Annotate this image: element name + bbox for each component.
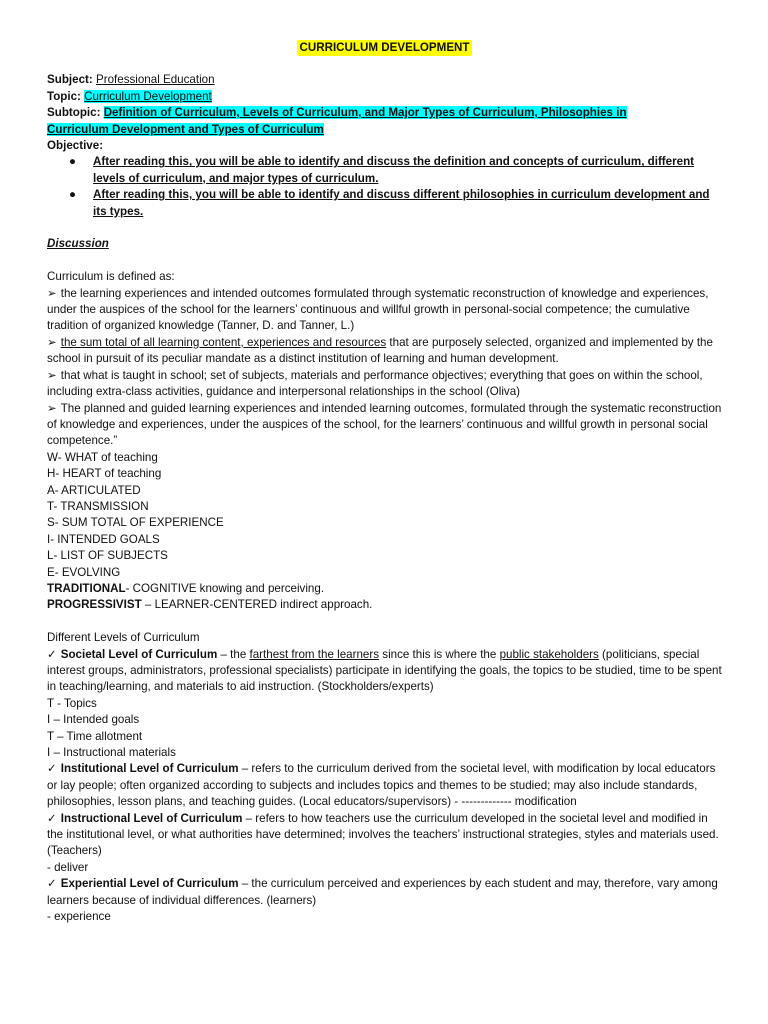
subject-line: [47, 72, 722, 88]
subject-label: Subject:: [47, 73, 93, 87]
topic-label: Topic:: [47, 89, 81, 103]
bullet-icon: ●: [69, 155, 77, 169]
acronym-item: E- EVOLVING: [47, 565, 121, 579]
subtopic-line-2: [47, 122, 722, 138]
subtopic-label: Subtopic:: [47, 106, 101, 120]
subtopic-value-2: Curriculum Development and Types of Curriculum: [47, 122, 324, 136]
definition-3-text: that what is taught in school; set of subjects, materials and performance objectives; everything that goes on within the school, including extra-class activities, guidance and interpersonal relationships in the school (Oliva): [47, 368, 703, 399]
arrow-icon: ➢: [47, 335, 57, 349]
subtopic-line: [47, 105, 722, 121]
progressivist-line: [47, 597, 722, 613]
acronym-item: I- INTENDED GOALS: [47, 532, 160, 546]
traditional-label: TRADITIONAL: [47, 581, 126, 595]
levels-heading: Different Levels of Curriculum: [47, 631, 200, 645]
title-row: [47, 40, 722, 56]
check-icon: ✓: [47, 762, 57, 776]
experiential-note: - experience: [47, 910, 111, 924]
spacer: [47, 614, 722, 630]
societal-level: [47, 647, 722, 696]
definition-1-text: the learning experiences and intended outcomes formulated through systematic reconstruction of knowledge and experiences, under the auspices of the school for the learners’ continuous and willful growth in personal-social competence; the cumulative tradition of organized knowledge (Tanner, D. and Tanner, L.): [47, 286, 709, 333]
societal-text-2: since this is where the: [379, 647, 500, 661]
traditional-line: [47, 581, 722, 597]
arrow-icon: ➢: [47, 286, 57, 300]
spacer: [47, 220, 722, 236]
discussion-heading: Discussion: [47, 237, 109, 251]
societal-text-1: – the: [217, 647, 250, 661]
titi-item: T – Time allotment: [47, 729, 143, 743]
definition-2: [47, 335, 722, 368]
objectives-list: [47, 154, 722, 220]
check-icon: ✓: [47, 647, 57, 661]
acronym-item: H- HEART of teaching: [47, 467, 162, 481]
document-title: CURRICULUM DEVELOPMENT: [297, 40, 471, 56]
instructional-note: - deliver: [47, 860, 89, 874]
bullet-icon: ●: [69, 188, 77, 202]
societal-underlined-1: farthest from the learners: [249, 647, 380, 661]
objective-text: After reading this, you will be able to identify and discuss different philosophies in curriculum development and its types.: [93, 188, 710, 218]
check-icon: ✓: [47, 877, 57, 891]
progressivist-text: – LEARNER-CENTERED indirect approach.: [141, 598, 373, 612]
acronym-item: S- SUM TOTAL OF EXPERIENCE: [47, 516, 224, 530]
objective-text: After reading this, you will be able to identify and discuss the definition and concepts of curriculum, different levels of curriculum, and major types of curriculum.: [93, 155, 695, 185]
titi-item: I – Intended goals: [47, 713, 140, 727]
institutional-level: [47, 761, 722, 810]
topic-line: [47, 89, 722, 105]
acronym-item: A- ARTICULATED: [47, 483, 141, 497]
institutional-text: – refers to the curriculum derived from the societal level, with modification by local educators or lay people; often organized according to subjects and includes topics and themes to be studied; may also include standards, philosophies, lesson plans, and teaching guides. (Local educators/supervisors) - ------------- modification: [47, 762, 716, 809]
experiential-label: Experiential Level of Curriculum: [60, 877, 239, 891]
societal-text-3: (politicians, special interest groups, administrators, professional specialists) participate in identifying the goals, the topics to be studied, time to be spent in teaching/learning, and materials to aid instruction. (Stockholders/experts): [47, 647, 722, 694]
objective-item: [47, 187, 722, 220]
traditional-text: - COGNITIVE knowing and perceiving.: [125, 581, 325, 595]
experiential-text: – the curriculum perceived and experiences by each student and may, therefore, vary among learners because of individual differences. (learners): [47, 877, 718, 907]
topic-value: Curriculum Development: [84, 89, 212, 103]
acronym-item: W- WHAT of teaching: [47, 450, 158, 464]
check-icon: ✓: [47, 811, 57, 825]
arrow-icon: ➢: [47, 368, 57, 382]
institutional-label: Institutional Level of Curriculum: [60, 762, 239, 776]
instructional-level: [47, 811, 722, 860]
definition-3: [47, 368, 722, 401]
progressivist-label: PROGRESSIVIST: [47, 598, 142, 612]
definition-2-underlined: the sum total of all learning content, experiences and resources: [60, 335, 387, 349]
spacer: [47, 253, 722, 269]
defined-as: Curriculum is defined as:: [47, 270, 175, 284]
experiential-level: [47, 876, 722, 909]
societal-label: Societal Level of Curriculum: [60, 647, 218, 661]
definition-1: [47, 286, 722, 335]
instructional-text: – refers to how teachers use the curriculum developed in the societal level and modified in the institutional level, or what authorities have determined; involves the teachers’ instructional strategies, styles and materials used. (Teachers): [47, 811, 719, 858]
titi-item: T - Topics: [47, 696, 97, 710]
acronym-item: T- TRANSMISSION: [47, 499, 149, 513]
objective-label: Objective:: [47, 139, 104, 153]
subject-value: Professional Education: [95, 73, 215, 87]
societal-underlined-2: public stakeholders: [499, 647, 599, 661]
acronym-item: L- LIST OF SUBJECTS: [47, 549, 168, 563]
definition-4: [47, 401, 722, 450]
arrow-icon: ➢: [47, 401, 57, 415]
objective-item: [47, 154, 722, 187]
definition-4-text: The planned and guided learning experiences and intended learning outcomes, formulated through the systematic reconstruction of knowledge and experiences, under the auspices of the school, for the learners’ continuous and willful growth in personal social competence.”: [47, 401, 722, 448]
definition-2-text: that are purposely selected, organized and implemented by the school in pursuit of its peculiar mandate as a distinct institution of learning and human development.: [47, 335, 713, 366]
instructional-label: Instructional Level of Curriculum: [60, 811, 243, 825]
titi-item: I – Instructional materials: [47, 746, 176, 760]
subtopic-value-1: Definition of Curriculum, Levels of Curriculum, and Major Types of Curriculum, Philosophies in: [103, 106, 627, 120]
